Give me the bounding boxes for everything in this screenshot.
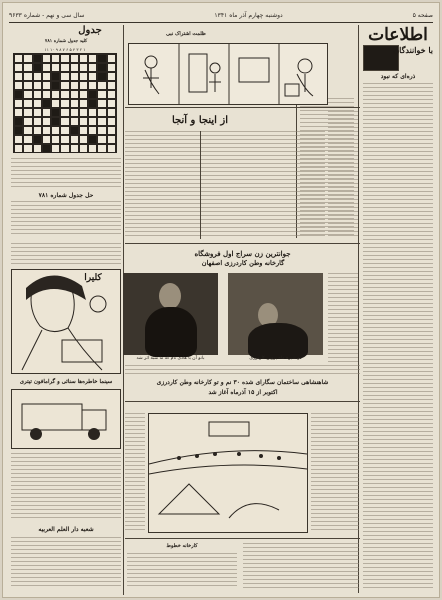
bottom-right-text: [243, 543, 359, 589]
horizontal-rule: [125, 107, 360, 108]
crossword-cell: [97, 117, 106, 126]
crossword-cell: [79, 144, 88, 153]
crossword-cell: [51, 126, 60, 135]
crossword-cell: [60, 90, 69, 99]
crossword-cell: [33, 144, 42, 153]
crossword-cell: [33, 63, 42, 72]
crossword-cell: [51, 99, 60, 108]
crossword-subheading: کلید جدول شماره ۷۸۱: [44, 39, 88, 44]
crossword-cell: [70, 54, 79, 63]
crossword-cell: [60, 63, 69, 72]
cinema-ad-title: سینما خاطره‌ها سنائی و گرامافون تیتری: [19, 379, 113, 385]
column-rule: [200, 131, 201, 239]
crossword-cell: [23, 126, 32, 135]
crossword-cell: [42, 90, 51, 99]
crossword-cell: [23, 63, 32, 72]
crossword-numbers: ۱ ۲ ۳ ۴ ۵ ۶ ۷ ۸ ۹ ۱۰ ۱۱: [44, 47, 86, 52]
crossword-cell: [33, 117, 42, 126]
crossword-cell: [14, 144, 23, 153]
racetrack-drawing: [149, 414, 307, 532]
crossword-cell: [33, 90, 42, 99]
crossword-cell: [97, 54, 106, 63]
crossword-cell: [70, 117, 79, 126]
crossword-cell: [33, 81, 42, 90]
crossword-cell: [107, 144, 116, 153]
crossword-cell: [107, 72, 116, 81]
crossword-cell: [42, 99, 51, 108]
crossword-cell: [42, 117, 51, 126]
crossword-cell: [14, 99, 23, 108]
crossword-cell: [97, 72, 106, 81]
crossword-cell: [79, 99, 88, 108]
readers-heading: با خوانندگان: [393, 45, 433, 55]
crossword-cell: [107, 90, 116, 99]
crossword-cell: [42, 81, 51, 90]
crossword-cell: [97, 99, 106, 108]
crossword-cell: [97, 126, 106, 135]
crossword-cell: [23, 81, 32, 90]
crossword-cell: [107, 99, 116, 108]
crossword-cell: [14, 117, 23, 126]
crossword-cell: [88, 126, 97, 135]
crossword-cell: [70, 99, 79, 108]
crossword-grid: [13, 53, 117, 153]
crossword-cell: [60, 117, 69, 126]
crossword-cell: [70, 72, 79, 81]
crossword-cell: [88, 90, 97, 99]
crossword-cell: [51, 135, 60, 144]
crossword-cell: [42, 63, 51, 72]
crossword-cell: [14, 90, 23, 99]
column-text: [275, 131, 325, 239]
woman-photo-right: [228, 273, 323, 355]
readers-subheading: ذره‌ای که نبود: [380, 73, 416, 80]
horizontal-rule: [125, 401, 360, 402]
crossword-cell: [14, 63, 23, 72]
crossword-cell: [88, 144, 97, 153]
crossword-cell: [88, 135, 97, 144]
main-headline-1: شاهنشاهی ساختمان سگارای شده ۳۰ نم و تو کارخانه وطن کاردرزی: [156, 379, 329, 386]
crossword-cell: [88, 81, 97, 90]
crossword-cell: [23, 144, 32, 153]
header-issue: سال سی و نهم - شماره ۹۶۳۳: [9, 12, 85, 19]
woman-photo-left: [123, 273, 218, 355]
crossword-cell: [88, 54, 97, 63]
crossword-cell: [51, 108, 60, 117]
crossword-cell: [88, 108, 97, 117]
crossword-answer-heading: حل جدول شماره ۷۸۱: [38, 192, 94, 199]
crossword-cell: [14, 81, 23, 90]
crossword-cell: [51, 72, 60, 81]
cartoon-drawing: [129, 44, 327, 104]
crossword-cell: [33, 54, 42, 63]
crossword-cell: [51, 90, 60, 99]
crossword-cell: [97, 144, 106, 153]
crossword-cell: [70, 63, 79, 72]
school-ad-title: شعبه دار العلم العربیه: [38, 526, 94, 533]
cartoon-title: ظلمت اشتراک نبی: [166, 31, 206, 37]
crossword-cell: [107, 81, 116, 90]
masthead: اطلاعات: [368, 25, 428, 45]
crossword-cell: [79, 126, 88, 135]
left-column-text: [11, 243, 121, 265]
left-ads-text: [11, 453, 121, 521]
crossword-cell: [70, 90, 79, 99]
crossword-cell: [23, 117, 32, 126]
crossword-cell: [107, 63, 116, 72]
crossword-cell: [70, 108, 79, 117]
crossword-heading: جدول: [78, 25, 102, 36]
crossword-cell: [42, 54, 51, 63]
crossword-cell: [79, 54, 88, 63]
crossword-cell: [23, 90, 32, 99]
crossword-cell: [97, 90, 106, 99]
crossword-cell: [33, 135, 42, 144]
crossword-cell: [51, 144, 60, 153]
crossword-cell: [79, 108, 88, 117]
main-story-lead: [125, 365, 360, 377]
women-headline-1: جوانترین زن سراج اول فروشگاه: [194, 249, 291, 258]
bottom-ad-title: کارخانه خطوط: [166, 543, 198, 549]
crossword-cell: [42, 135, 51, 144]
crossword-cell: [60, 126, 69, 135]
crossword-cell: [107, 135, 116, 144]
crossword-cell: [60, 135, 69, 144]
crossword-cell: [14, 126, 23, 135]
crossword-cell: [79, 135, 88, 144]
page-header: [9, 9, 433, 23]
here-there-heading: از اینجا و آنجا: [171, 115, 229, 126]
crossword-cell: [88, 72, 97, 81]
crossword-cell: [42, 144, 51, 153]
crossword-cell: [79, 63, 88, 72]
crossword-cell: [97, 63, 106, 72]
crossword-cell: [70, 135, 79, 144]
crossword-cell: [60, 81, 69, 90]
beauty-ad: [11, 269, 121, 374]
crossword-cell: [60, 99, 69, 108]
crossword-cell: [97, 108, 106, 117]
crossword-cell: [88, 63, 97, 72]
crossword-cell: [70, 144, 79, 153]
cartoon-strip: [128, 43, 328, 105]
header-date: دوشنبه چهارم آذر ماه ۱۳۴۱: [214, 12, 283, 19]
crossword-cell: [60, 108, 69, 117]
crossword-cell: [14, 72, 23, 81]
crossword-cell: [42, 108, 51, 117]
crossword-cell: [33, 108, 42, 117]
crossword-cell: [14, 135, 23, 144]
crossword-cell: [33, 72, 42, 81]
beauty-ad-drawing: [12, 270, 120, 373]
crossword-cell: [60, 54, 69, 63]
crossword-cell: [51, 117, 60, 126]
beauty-ad-brand: کلیرا: [84, 273, 102, 283]
crossword-cell: [79, 117, 88, 126]
crossword-cell: [97, 135, 106, 144]
crossword-cell: [88, 117, 97, 126]
crossword-cell: [107, 108, 116, 117]
school-ad-text: [11, 537, 121, 589]
crossword-cell: [23, 54, 32, 63]
truck-ad: [11, 389, 121, 449]
crossword-cell: [23, 135, 32, 144]
crossword-cell: [88, 99, 97, 108]
crossword-cell: [107, 54, 116, 63]
bottom-ad-text: [127, 553, 237, 589]
readers-column-text: [363, 83, 433, 588]
women-headline-2: گارخانه وطن کاردرزی اصفهان: [201, 259, 285, 267]
header-page-number: صفحه ۵: [412, 12, 433, 19]
photo-figure: [145, 307, 197, 357]
crossword-cell: [51, 63, 60, 72]
crossword-cell: [23, 99, 32, 108]
newspaper-page: [2, 2, 440, 598]
crossword-cell: [107, 126, 116, 135]
crossword-cell: [51, 54, 60, 63]
crossword-cell: [14, 54, 23, 63]
crossword-answer-text: [11, 201, 121, 237]
photo-caption-right: دو شیزه ماه پروین کاردرزی: [249, 356, 302, 361]
crossword-cell: [79, 90, 88, 99]
crossword-cell: [70, 81, 79, 90]
crossword-cell: [23, 72, 32, 81]
crossword-cell: [23, 108, 32, 117]
crossword-cell: [33, 99, 42, 108]
horizontal-rule: [125, 243, 360, 244]
crossword-cell: [33, 126, 42, 135]
women-story-text: [328, 273, 358, 363]
column-text: [328, 111, 358, 239]
photo-caption-left: بانو آن با هادی نام که ما شبه اثر شد: [136, 356, 205, 361]
crossword-cell: [107, 117, 116, 126]
crossword-cell: [14, 108, 23, 117]
crossword-cell: [60, 72, 69, 81]
crossword-cell: [42, 72, 51, 81]
race-text: [311, 413, 359, 533]
crossword-cell: [79, 72, 88, 81]
truck-ad-drawing: [12, 390, 120, 448]
racetrack-illustration: [148, 413, 308, 533]
crossword-cell: [79, 81, 88, 90]
photo-figure: [248, 323, 308, 359]
crossword-clues: [11, 158, 121, 190]
crossword-cell: [97, 81, 106, 90]
crossword-cell: [70, 126, 79, 135]
photo-face: [159, 283, 181, 309]
crossword-cell: [60, 144, 69, 153]
crossword-cell: [51, 81, 60, 90]
crossword-cell: [42, 126, 51, 135]
horizontal-rule: [125, 538, 360, 539]
race-text-left: [125, 413, 145, 533]
main-headline-2: اکتوبر از ۱۵ آذرماه آغاز شد: [208, 389, 278, 396]
